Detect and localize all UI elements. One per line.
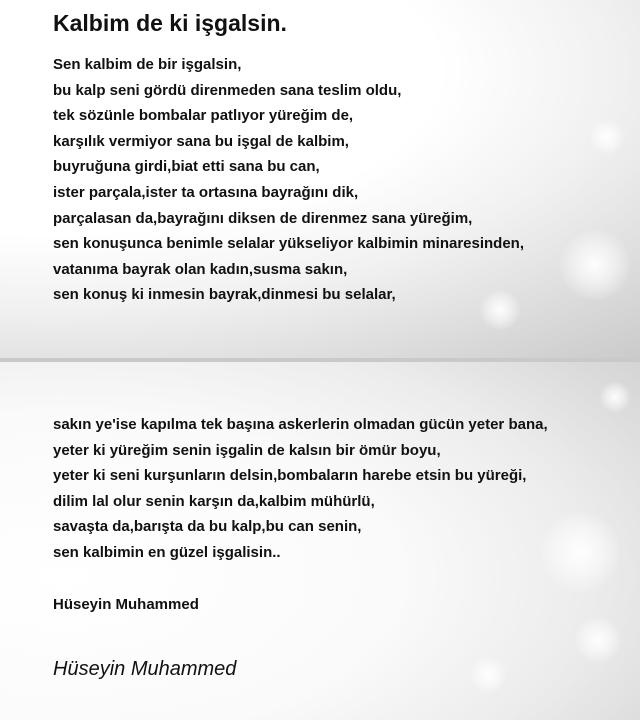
poem-title: Kalbim de ki işgalsin.: [53, 10, 287, 36]
poem-line: vatanıma bayrak olan kadın,susma sakın,: [53, 260, 348, 278]
bokeh-light: [575, 617, 621, 663]
poem-line: buyruğuna girdi,biat etti sana bu can,: [53, 158, 320, 176]
poem-panel-bottom: [0, 362, 640, 720]
poem-panel-top: [0, 0, 640, 358]
poem-line: savaşta da,barışta da bu kalp,bu can senin,: [53, 518, 362, 536]
poem-line: sen kalbimin en güzel işgalisin..: [53, 543, 281, 561]
poem-stanza-1: [53, 52, 524, 308]
poem-line: sakın ye'ise kapılma tek başına askerlerin olmadan gücün yeter bana,: [53, 416, 548, 433]
poem-line: parçalasan da,bayrağını diksen de direnmez sana yüreğim,: [53, 209, 473, 227]
bokeh-light: [470, 657, 506, 693]
poem-line: dilim lal olur senin karşın da,kalbim mühürlü,: [53, 492, 375, 510]
bokeh-light: [560, 230, 630, 300]
poem-author: Hüseyin Muhammed: [53, 596, 199, 613]
poem-line: yeter ki yüreğim senin işgalin de kalsın bir ömür boyu,: [53, 441, 441, 459]
poem-line: bu kalp seni gördü direnmeden sana teslim oldu,: [53, 81, 402, 99]
poem-stanza-2: [53, 412, 548, 566]
poem-line: karşılık vermiyor sana bu işgal de kalbim,: [53, 132, 349, 150]
poem-line: sen konuşunca benimle selalar yükseliyor kalbimin minaresinden,: [53, 235, 525, 253]
poem-line: ister parçala,ister ta ortasına bayrağını dik,: [53, 183, 359, 201]
poem-line: sen konuş ki inmesin bayrak,dinmesi bu selalar,: [53, 286, 396, 304]
poem-line: Sen kalbim de bir işgalsin,: [53, 56, 242, 73]
poem-line: yeter ki seni kurşunların delsin,bombaların harebe etsin bu yüreği,: [53, 467, 527, 485]
bokeh-light: [540, 512, 620, 592]
bokeh-light: [590, 120, 624, 154]
bokeh-light: [600, 382, 630, 412]
author-signature: Hüseyin Muhammed: [53, 658, 237, 680]
poem-line: tek sözünle bombalar patlıyor yüreğim de,: [53, 107, 354, 125]
